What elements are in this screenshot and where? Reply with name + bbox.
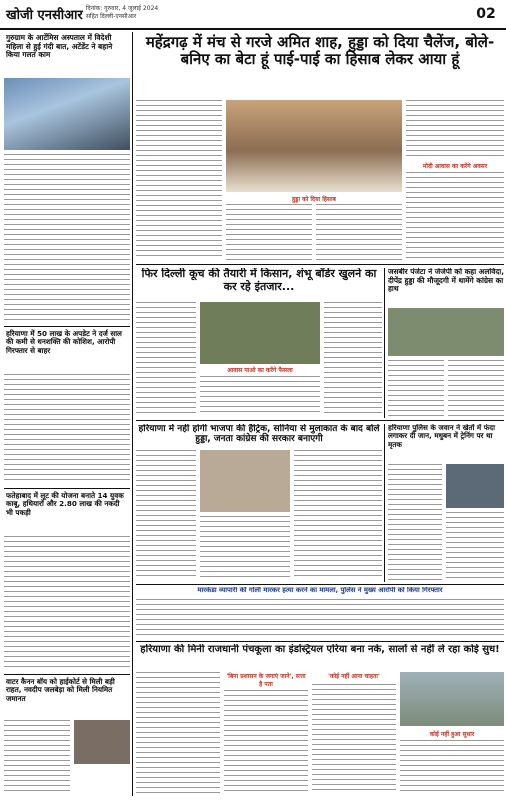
body-text-artemis [4, 154, 130, 322]
hooda-sonia-photo [200, 450, 290, 512]
lead-headline: महेंद्रगढ़ में मंच से गरजे अमित शाह, हुड्डा को दिया चैलेंज, बोले- बनिए का बेटा हूं पाई-पाई का हिसाब लेकर आया हूं [145, 33, 495, 69]
jjp-body-col2 [448, 360, 504, 416]
panchkula-subhead-1: 'बिना प्रशासन के जगाएं जाने', सत्ता है पता [226, 673, 306, 688]
divider [136, 641, 504, 642]
dateline [86, 5, 158, 21]
lead-body-col4 [406, 100, 504, 160]
police-headline: हरियाणा पुलिस के जवान ने खेतों में फंदा लगाकर दी जान, मधुबन में ट्रेनिंग पर था मृतक [388, 424, 495, 449]
headline-artemis: गुरुग्राम के आर्टेमिस अस्पताल में विदेशी महिला से हुई गंदी बात, अटेंडेंट ने बहाने किया गलत काम [6, 33, 113, 60]
hospital-photo [4, 78, 130, 150]
panchkula-body-col4 [400, 740, 504, 794]
body-text-fatehabad [4, 536, 130, 670]
hattrick-body-col3 [294, 450, 382, 580]
headline-haryana-50lakh: हरियाणा में 50 लाख के अपडेट ने दर्ज साल की कमी से धनशक्ति की कोशिश, आरोपी गिरफ्तार से बाहर [6, 329, 122, 355]
lead-story [136, 32, 504, 262]
police-body-col2 [446, 512, 504, 580]
farmers-headline: फिर दिल्ली कूच की तैयारी में किसान, शंभू बॉर्डर खुलने का कर रहे इंतजार... [141, 268, 377, 293]
panchkula-headline: हरियाणा की मिनी राजधानी पंचकूला का इंडस्ट्रियल एरिया बना नर्क, सालों से नहीं ले रहा कोई सुध! [140, 644, 500, 655]
lead-body-col5 [406, 172, 504, 260]
column-divider [384, 424, 385, 582]
divider [136, 264, 504, 265]
police-photo [446, 464, 504, 508]
panchkula-subhead-3: कोई नहीं हुआ सुधार [429, 731, 475, 738]
hattrick-story [136, 424, 382, 582]
divider [136, 584, 504, 585]
hattrick-headline: हरियाणा में नहीं होगी भाजपा की हैट्रिक, सोनिया से मुलाकात के बाद बोले हुड्डा, जनता कांग्रेस की सरकार बनाएगी [138, 424, 380, 445]
divider [136, 420, 504, 421]
left-column [4, 32, 130, 796]
page-number: 02 [476, 6, 496, 22]
lead-subhead: हुड्डा को दिया हिसाब [292, 196, 336, 203]
farmers-story [136, 268, 382, 418]
police-body-col1 [388, 464, 442, 580]
jjp-headline: जसबीर पंजेटा ने जेजेपी को कहा अलविदा, दीपेंद्र हुड्डा की मौजूदगी में थामेंगे कांग्रेस का हाथ [388, 268, 504, 294]
hattrick-body-col1 [136, 450, 196, 580]
jjp-photo [388, 308, 504, 356]
farmers-photo [200, 302, 320, 364]
farmers-subhead: आवास पाओ का करेंगे फैसला [227, 367, 293, 374]
column-divider [132, 32, 133, 796]
column-divider [384, 268, 385, 418]
markanda-body [136, 599, 504, 637]
farmers-body-col2 [200, 376, 320, 416]
masthead [0, 0, 506, 30]
panchkula-body-col1 [136, 672, 220, 794]
police-story [388, 424, 504, 582]
dateline-secondary: सहित दिल्ली-एनसीआर [86, 13, 137, 20]
jjp-story [388, 268, 504, 418]
panchkula-body-col2 [224, 690, 308, 794]
panchkula-story [136, 644, 504, 796]
lead-body-col1 [136, 100, 222, 260]
panchkula-body-col3 [312, 684, 396, 794]
brand-name: खोजी एनसीआर [6, 8, 83, 23]
headline-water-cannon: वाटर कैनन बॉय को हाईकोर्ट से मिली बड़ी राहत, नवदीप जलबेड़ा को मिली नियमित जमानत [6, 677, 115, 703]
lead-body-col2 [226, 204, 312, 260]
panchkula-subhead-2: 'कोई नहीं आना चाहता' [328, 673, 380, 680]
headline-fatehabad: फतेहाबाद में लूट की योजना बनाते 14 युवक काबू, हथियारों और 2.80 लाख की नकदी भी पकड़ी [6, 491, 124, 517]
industrial-area-photo [400, 672, 504, 726]
farmers-body-col1 [136, 302, 196, 416]
divider [4, 326, 130, 327]
navdeep-photo [74, 720, 130, 764]
lead-subhead-2: मोदी आवास का करेंगे अवसर [422, 163, 488, 170]
lead-body-col3 [316, 204, 402, 260]
body-text-haryana [4, 374, 130, 484]
amit-shah-photo [226, 100, 402, 192]
markanda-headline: मारकेंडा व्यापारी की गोली मारकर हत्या करने का मामला, पुलिस ने मुख्य आरोपी को किया गिरफ्तार [197, 587, 443, 594]
farmers-body-col3 [324, 302, 382, 416]
divider [4, 674, 130, 675]
hattrick-body-col2 [200, 516, 290, 580]
jjp-body-col1 [388, 360, 444, 416]
dateline-main: दिनांक: गुरुवार, 4 जुलाई 2024 [86, 5, 159, 12]
body-text-water-cannon [4, 720, 70, 792]
markanda-story [136, 587, 504, 639]
divider [4, 488, 130, 489]
